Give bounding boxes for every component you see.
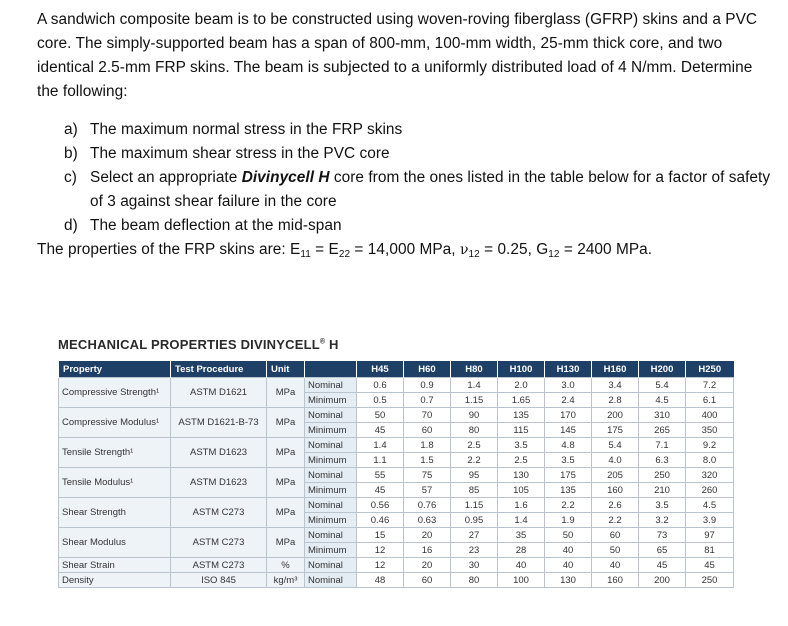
- mechanical-properties-table: [58, 361, 734, 588]
- table-row: [59, 468, 734, 483]
- value-type-cell: Nominal: [305, 573, 357, 588]
- property-cell: Compressive Modulus¹: [59, 408, 171, 438]
- table-row: [59, 378, 734, 393]
- question-text: The maximum shear stress in the PVC core: [90, 145, 390, 162]
- value-cell: 9.2: [686, 438, 734, 453]
- value-cell: 40: [592, 558, 639, 573]
- value-cell: 3.5: [639, 498, 686, 513]
- property-cell: Shear Strength: [59, 498, 171, 528]
- value-cell: 1.5: [404, 453, 451, 468]
- value-type-cell: Minimum: [305, 453, 357, 468]
- value-cell: 48: [357, 573, 404, 588]
- value-type-cell: Nominal: [305, 558, 357, 573]
- value-cell: 260: [686, 483, 734, 498]
- value-cell: 50: [592, 543, 639, 558]
- value-cell: 2.2: [451, 453, 498, 468]
- column-header: H200: [639, 361, 686, 378]
- value-cell: 3.5: [498, 438, 545, 453]
- props-text: = 14,000 MPa,: [350, 241, 460, 258]
- question-letter: a): [64, 121, 78, 138]
- value-cell: 2.4: [545, 393, 592, 408]
- value-cell: 15: [357, 528, 404, 543]
- unit-cell: kg/m³: [267, 573, 305, 588]
- value-cell: 3.5: [545, 453, 592, 468]
- value-cell: 35: [498, 528, 545, 543]
- value-cell: 3.2: [639, 513, 686, 528]
- value-cell: 400: [686, 408, 734, 423]
- value-cell: 28: [498, 543, 545, 558]
- procedure-cell: ASTM C273: [171, 558, 267, 573]
- unit-cell: %: [267, 558, 305, 573]
- question-letter: d): [64, 217, 78, 234]
- value-cell: 145: [545, 423, 592, 438]
- column-header: H60: [404, 361, 451, 378]
- column-header: [305, 361, 357, 378]
- value-cell: 60: [404, 423, 451, 438]
- value-cell: 1.4: [357, 438, 404, 453]
- value-cell: 2.2: [592, 513, 639, 528]
- value-cell: 75: [404, 468, 451, 483]
- value-cell: 310: [639, 408, 686, 423]
- table-title-suffix: H: [325, 337, 339, 352]
- value-cell: 6.3: [639, 453, 686, 468]
- props-text: = 2400 MPa.: [559, 241, 653, 258]
- props-subscript: 12: [548, 249, 560, 260]
- value-cell: 5.4: [639, 378, 686, 393]
- value-cell: 0.6: [357, 378, 404, 393]
- column-header: H160: [592, 361, 639, 378]
- table-row: [59, 573, 734, 588]
- value-cell: 350: [686, 423, 734, 438]
- table-row: [59, 558, 734, 573]
- value-cell: 130: [545, 573, 592, 588]
- value-cell: 7.2: [686, 378, 734, 393]
- value-cell: 210: [639, 483, 686, 498]
- column-header: Property: [59, 361, 171, 378]
- procedure-cell: ASTM D1621: [171, 378, 267, 408]
- value-cell: 2.8: [592, 393, 639, 408]
- value-cell: 0.56: [357, 498, 404, 513]
- value-cell: 80: [451, 573, 498, 588]
- value-type-cell: Nominal: [305, 438, 357, 453]
- value-cell: 160: [592, 483, 639, 498]
- value-cell: 70: [404, 408, 451, 423]
- unit-cell: MPa: [267, 438, 305, 468]
- value-cell: 27: [451, 528, 498, 543]
- value-cell: 30: [451, 558, 498, 573]
- value-type-cell: Nominal: [305, 378, 357, 393]
- value-cell: 50: [357, 408, 404, 423]
- value-cell: 130: [498, 468, 545, 483]
- question-item-d: [64, 214, 777, 238]
- property-cell: Shear Modulus: [59, 528, 171, 558]
- value-cell: 45: [357, 483, 404, 498]
- value-cell: 200: [639, 573, 686, 588]
- value-cell: 3.4: [592, 378, 639, 393]
- value-cell: 0.7: [404, 393, 451, 408]
- value-type-cell: Minimum: [305, 543, 357, 558]
- value-cell: 170: [545, 408, 592, 423]
- unit-cell: MPa: [267, 378, 305, 408]
- value-cell: 55: [357, 468, 404, 483]
- question-text-pre: Select an appropriate: [90, 169, 242, 186]
- value-cell: 60: [592, 528, 639, 543]
- value-cell: 85: [451, 483, 498, 498]
- property-cell: Tensile Modulus¹: [59, 468, 171, 498]
- value-cell: 2.5: [498, 453, 545, 468]
- skin-properties: [37, 238, 777, 262]
- value-cell: 5.4: [592, 438, 639, 453]
- value-cell: 100: [498, 573, 545, 588]
- value-cell: 320: [686, 468, 734, 483]
- question-text-post: core from the ones listed in the table below for a factor of safety of 3 against shear failure in the core: [90, 169, 771, 210]
- procedure-cell: ASTM C273: [171, 528, 267, 558]
- value-cell: 97: [686, 528, 734, 543]
- unit-cell: MPa: [267, 468, 305, 498]
- value-cell: 175: [545, 468, 592, 483]
- props-text: The properties of the FRP skins are: E: [37, 241, 301, 258]
- core-name-emphasis: Divinycell H: [241, 169, 330, 186]
- value-cell: 60: [404, 573, 451, 588]
- value-cell: 12: [357, 558, 404, 573]
- value-cell: 200: [592, 408, 639, 423]
- column-header: H80: [451, 361, 498, 378]
- value-cell: 135: [498, 408, 545, 423]
- value-cell: 250: [686, 573, 734, 588]
- props-subscript: 12: [468, 249, 480, 260]
- value-cell: 23: [451, 543, 498, 558]
- value-cell: 1.4: [451, 378, 498, 393]
- registered-mark: ®: [319, 338, 326, 346]
- value-cell: 0.9: [404, 378, 451, 393]
- value-type-cell: Minimum: [305, 483, 357, 498]
- value-cell: 12: [357, 543, 404, 558]
- value-cell: 95: [451, 468, 498, 483]
- question-letter: b): [64, 145, 78, 162]
- question-list: [37, 118, 777, 238]
- question-text: The beam deflection at the mid-span: [90, 217, 342, 234]
- value-cell: 40: [545, 543, 592, 558]
- value-cell: 80: [451, 423, 498, 438]
- table-header-row: [59, 361, 734, 378]
- column-header: H45: [357, 361, 404, 378]
- value-cell: 45: [357, 423, 404, 438]
- value-type-cell: Minimum: [305, 393, 357, 408]
- unit-cell: MPa: [267, 528, 305, 558]
- value-cell: 250: [639, 468, 686, 483]
- value-cell: 160: [592, 573, 639, 588]
- value-cell: 0.95: [451, 513, 498, 528]
- value-cell: 105: [498, 483, 545, 498]
- property-cell: Compressive Strength¹: [59, 378, 171, 408]
- value-cell: 0.46: [357, 513, 404, 528]
- value-type-cell: Nominal: [305, 468, 357, 483]
- property-cell: Tensile Strength¹: [59, 438, 171, 468]
- column-header: H100: [498, 361, 545, 378]
- props-text: = 0.25, G: [479, 241, 549, 258]
- value-cell: 2.2: [545, 498, 592, 513]
- question-letter: c): [64, 169, 77, 186]
- value-cell: 16: [404, 543, 451, 558]
- value-type-cell: Minimum: [305, 423, 357, 438]
- value-cell: 1.4: [498, 513, 545, 528]
- props-subscript: 22: [338, 249, 351, 260]
- value-cell: 0.76: [404, 498, 451, 513]
- value-cell: 4.5: [639, 393, 686, 408]
- value-cell: 1.65: [498, 393, 545, 408]
- procedure-cell: ASTM D1623: [171, 468, 267, 498]
- question-text: [90, 166, 777, 214]
- value-cell: 135: [545, 483, 592, 498]
- column-header: Unit: [267, 361, 305, 378]
- value-cell: 40: [498, 558, 545, 573]
- value-cell: 265: [639, 423, 686, 438]
- value-cell: 50: [545, 528, 592, 543]
- table-title-text: MECHANICAL PROPERTIES DIVINYCELL: [58, 337, 320, 352]
- value-cell: 115: [498, 423, 545, 438]
- value-cell: 3.9: [686, 513, 734, 528]
- procedure-cell: ASTM D1621-B-73: [171, 408, 267, 438]
- table-row: [59, 528, 734, 543]
- value-cell: 1.6: [498, 498, 545, 513]
- value-cell: 0.5: [357, 393, 404, 408]
- question-text: The maximum normal stress in the FRP skins: [90, 121, 403, 138]
- value-cell: 40: [545, 558, 592, 573]
- value-type-cell: Nominal: [305, 498, 357, 513]
- value-cell: 7.1: [639, 438, 686, 453]
- value-cell: 45: [686, 558, 734, 573]
- value-type-cell: Minimum: [305, 513, 357, 528]
- poisson-symbol: ν: [459, 242, 469, 258]
- value-cell: 45: [639, 558, 686, 573]
- props-text: = E: [310, 241, 339, 258]
- value-cell: 1.9: [545, 513, 592, 528]
- value-cell: 65: [639, 543, 686, 558]
- value-cell: 1.8: [404, 438, 451, 453]
- problem-statement: [37, 8, 777, 262]
- value-cell: 90: [451, 408, 498, 423]
- table-row: [59, 498, 734, 513]
- property-cell: Density: [59, 573, 171, 588]
- value-cell: 1.1: [357, 453, 404, 468]
- property-cell: Shear Strain: [59, 558, 171, 573]
- table-title: [58, 337, 339, 352]
- value-cell: 2.6: [592, 498, 639, 513]
- question-item-c: [64, 166, 777, 214]
- value-cell: 175: [592, 423, 639, 438]
- value-cell: 73: [639, 528, 686, 543]
- value-cell: 205: [592, 468, 639, 483]
- value-cell: 20: [404, 558, 451, 573]
- value-cell: 4.0: [592, 453, 639, 468]
- column-header: Test Procedure: [171, 361, 267, 378]
- value-cell: 2.5: [451, 438, 498, 453]
- value-cell: 1.15: [451, 393, 498, 408]
- value-cell: 4.5: [686, 498, 734, 513]
- value-cell: 1.15: [451, 498, 498, 513]
- value-cell: 4.8: [545, 438, 592, 453]
- unit-cell: MPa: [267, 408, 305, 438]
- unit-cell: MPa: [267, 498, 305, 528]
- value-cell: 2.0: [498, 378, 545, 393]
- procedure-cell: ASTM C273: [171, 498, 267, 528]
- value-type-cell: Nominal: [305, 408, 357, 423]
- value-cell: 8.0: [686, 453, 734, 468]
- props-subscript: 11: [300, 249, 311, 260]
- value-type-cell: Nominal: [305, 528, 357, 543]
- value-cell: 0.63: [404, 513, 451, 528]
- question-item-b: [64, 142, 777, 166]
- problem-intro: A sandwich composite beam is to be constructed using woven-roving fiberglass (GFRP) skins and a PVC core. The simply-supported beam has a span of 800-mm, 100-mm width, 25-mm thick core, and two identical 2.5-mm FRP skins. The beam is subjected to a uniformly distributed load of 4 N/mm. Determine the following:: [37, 11, 758, 100]
- value-cell: 81: [686, 543, 734, 558]
- column-header: H130: [545, 361, 592, 378]
- procedure-cell: ISO 845: [171, 573, 267, 588]
- value-cell: 20: [404, 528, 451, 543]
- value-cell: 57: [404, 483, 451, 498]
- question-item-a: [64, 118, 777, 142]
- procedure-cell: ASTM D1623: [171, 438, 267, 468]
- column-header: H250: [686, 361, 734, 378]
- table-row: [59, 408, 734, 423]
- value-cell: 6.1: [686, 393, 734, 408]
- value-cell: 3.0: [545, 378, 592, 393]
- table-row: [59, 438, 734, 453]
